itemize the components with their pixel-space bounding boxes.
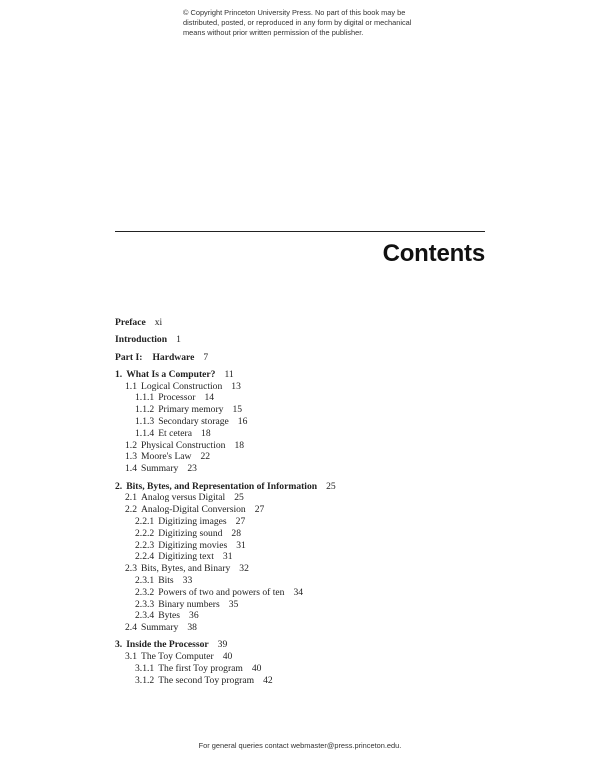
heading-rule — [115, 231, 485, 232]
toc-page: 35 — [228, 598, 239, 610]
toc-title: Preface — [115, 317, 146, 328]
toc-title: Analog-Digital Conversion — [141, 504, 246, 516]
toc-title: Processor — [158, 392, 196, 404]
toc-page: 42 — [263, 674, 273, 686]
toc-title: Moore's Law — [141, 451, 192, 463]
toc-number: 3.1 — [125, 651, 137, 663]
toc-title: Powers of two and powers of ten — [158, 586, 285, 598]
toc-chapter-1 — [115, 369, 495, 381]
toc-title: Primary memory — [158, 404, 224, 416]
toc-entry-part1 — [115, 352, 495, 364]
toc-number: 2.2.1 — [135, 515, 155, 527]
toc-page: 40 — [251, 663, 262, 675]
toc-title: The first Toy program — [158, 663, 243, 675]
toc-number: 1. — [115, 368, 123, 380]
toc-number: 1.1 — [125, 380, 137, 392]
toc-page: 27 — [235, 515, 246, 527]
toc-section — [115, 381, 495, 393]
toc-title: Et cetera — [158, 427, 193, 439]
toc-title: Bits — [158, 574, 174, 586]
toc-number: 2.3.2 — [135, 586, 155, 598]
toc-title: Hardware — [152, 351, 195, 363]
toc-number: 1.4 — [125, 463, 137, 475]
toc-number: 2.3.3 — [135, 598, 155, 610]
toc-title: Digitizing sound — [158, 527, 223, 539]
toc-page: 25 — [326, 480, 336, 492]
toc-title: Introduction — [115, 334, 168, 346]
toc-title: The second Toy program — [158, 674, 255, 686]
toc-number: 1.1.1 — [135, 392, 155, 404]
toc-section — [115, 563, 495, 575]
toc-number: 2.4 — [125, 622, 137, 634]
toc-section — [115, 463, 495, 475]
toc-subsection — [115, 610, 495, 622]
toc-title: Inside the Processor — [126, 639, 209, 651]
toc-section — [115, 451, 495, 463]
toc-number: 3.1.2 — [135, 674, 155, 686]
toc-page: 25 — [234, 492, 244, 504]
toc-page: 34 — [293, 586, 304, 598]
toc-page: 36 — [189, 610, 199, 622]
toc-title: Physical Construction — [141, 439, 226, 451]
toc-page: 38 — [187, 622, 197, 634]
toc-page: 14 — [204, 392, 215, 404]
toc-number: Part I: — [115, 351, 143, 363]
toc-title: Bytes — [158, 610, 181, 622]
toc-title: Digitizing movies — [158, 539, 228, 551]
toc-title: Bits, Bytes, and Binary — [141, 563, 231, 575]
toc-page: 27 — [254, 504, 265, 516]
toc-page: 15 — [232, 404, 243, 416]
toc-page: 18 — [201, 427, 211, 439]
page-title: Contents — [382, 240, 485, 267]
toc-section — [115, 492, 495, 504]
toc-title: Binary numbers — [158, 598, 220, 610]
copyright-line: distributed, posted, or reproduced in any form by digital or mechanical — [183, 18, 412, 28]
toc-title: Summary — [141, 622, 179, 634]
toc-section — [115, 622, 495, 634]
footer-contact: For general queries contact webmaster@press.princeton.edu. — [198, 741, 402, 750]
toc-entry-introduction — [115, 334, 495, 346]
toc-subsection — [115, 404, 495, 416]
toc-number: 1.1.2 — [135, 404, 155, 416]
toc-page: 33 — [182, 574, 193, 586]
toc-number: 2.2.3 — [135, 539, 155, 551]
toc-subsection — [115, 587, 495, 599]
toc-page: 13 — [231, 380, 241, 392]
copyright-notice — [183, 8, 443, 39]
toc-subsection — [115, 599, 495, 611]
toc-page: 32 — [239, 563, 249, 575]
toc-entry-preface — [115, 317, 495, 329]
toc-title: Analog versus Digital — [141, 492, 226, 504]
toc-number: 2.2 — [125, 504, 137, 516]
toc-title: What Is a Computer? — [126, 368, 216, 380]
toc-subsection — [115, 516, 495, 528]
copyright-line: © Copyright Princeton University Press. No part of this book may be — [183, 8, 406, 17]
toc-title: The Toy Computer — [141, 651, 214, 663]
toc-page: 28 — [231, 527, 242, 539]
toc-number: 3.1.1 — [135, 663, 155, 675]
toc-number: 1.1.4 — [135, 427, 155, 439]
toc-subsection — [115, 551, 495, 563]
toc-page: 18 — [234, 439, 245, 451]
toc-number: 3. — [115, 639, 123, 651]
toc-subsection — [115, 540, 495, 552]
toc-title: Bits, Bytes, and Representation of Information — [126, 480, 318, 492]
toc-number: 2.3 — [125, 563, 137, 575]
toc-chapter-2 — [115, 481, 495, 493]
toc-subsection — [115, 428, 495, 440]
toc-number: 2.2.2 — [135, 527, 155, 539]
toc-number: 2.1 — [125, 492, 137, 504]
toc-subsection — [115, 575, 495, 587]
toc-page: xi — [154, 317, 163, 328]
toc-subsection — [115, 392, 495, 404]
toc-section — [115, 440, 495, 452]
toc-subsection — [115, 416, 495, 428]
toc-page: 7 — [203, 351, 209, 363]
toc-page: 11 — [224, 368, 234, 380]
toc-number: 2. — [115, 480, 123, 492]
toc-page: 23 — [187, 463, 197, 475]
toc-number: 2.3.4 — [135, 610, 155, 622]
toc-section — [115, 504, 495, 516]
toc-page: 31 — [222, 551, 233, 563]
toc-title: Secondary storage — [158, 416, 229, 428]
toc-number: 1.3 — [125, 451, 137, 463]
toc-title: Logical Construction — [141, 380, 223, 392]
toc-title: Digitizing text — [158, 551, 214, 563]
toc-subsection — [115, 675, 495, 687]
toc-number: 2.3.1 — [135, 574, 155, 586]
toc-section — [115, 651, 495, 663]
toc-subsection — [115, 663, 495, 675]
toc-page: 16 — [237, 416, 248, 428]
toc-page: 1 — [176, 334, 181, 346]
copyright-line: means without prior written permission of the publisher. — [183, 28, 364, 38]
toc-page: 22 — [200, 451, 211, 463]
table-of-contents — [115, 317, 495, 687]
toc-number: 2.2.4 — [135, 551, 155, 563]
toc-chapter-3 — [115, 639, 495, 651]
toc-subsection — [115, 528, 495, 540]
toc-page: 40 — [222, 651, 233, 663]
toc-title: Summary — [141, 463, 179, 475]
toc-title: Digitizing images — [158, 515, 227, 527]
toc-number: 1.1.3 — [135, 416, 155, 428]
toc-page: 39 — [217, 639, 228, 651]
toc-page: 31 — [236, 539, 246, 551]
toc-number: 1.2 — [125, 439, 137, 451]
